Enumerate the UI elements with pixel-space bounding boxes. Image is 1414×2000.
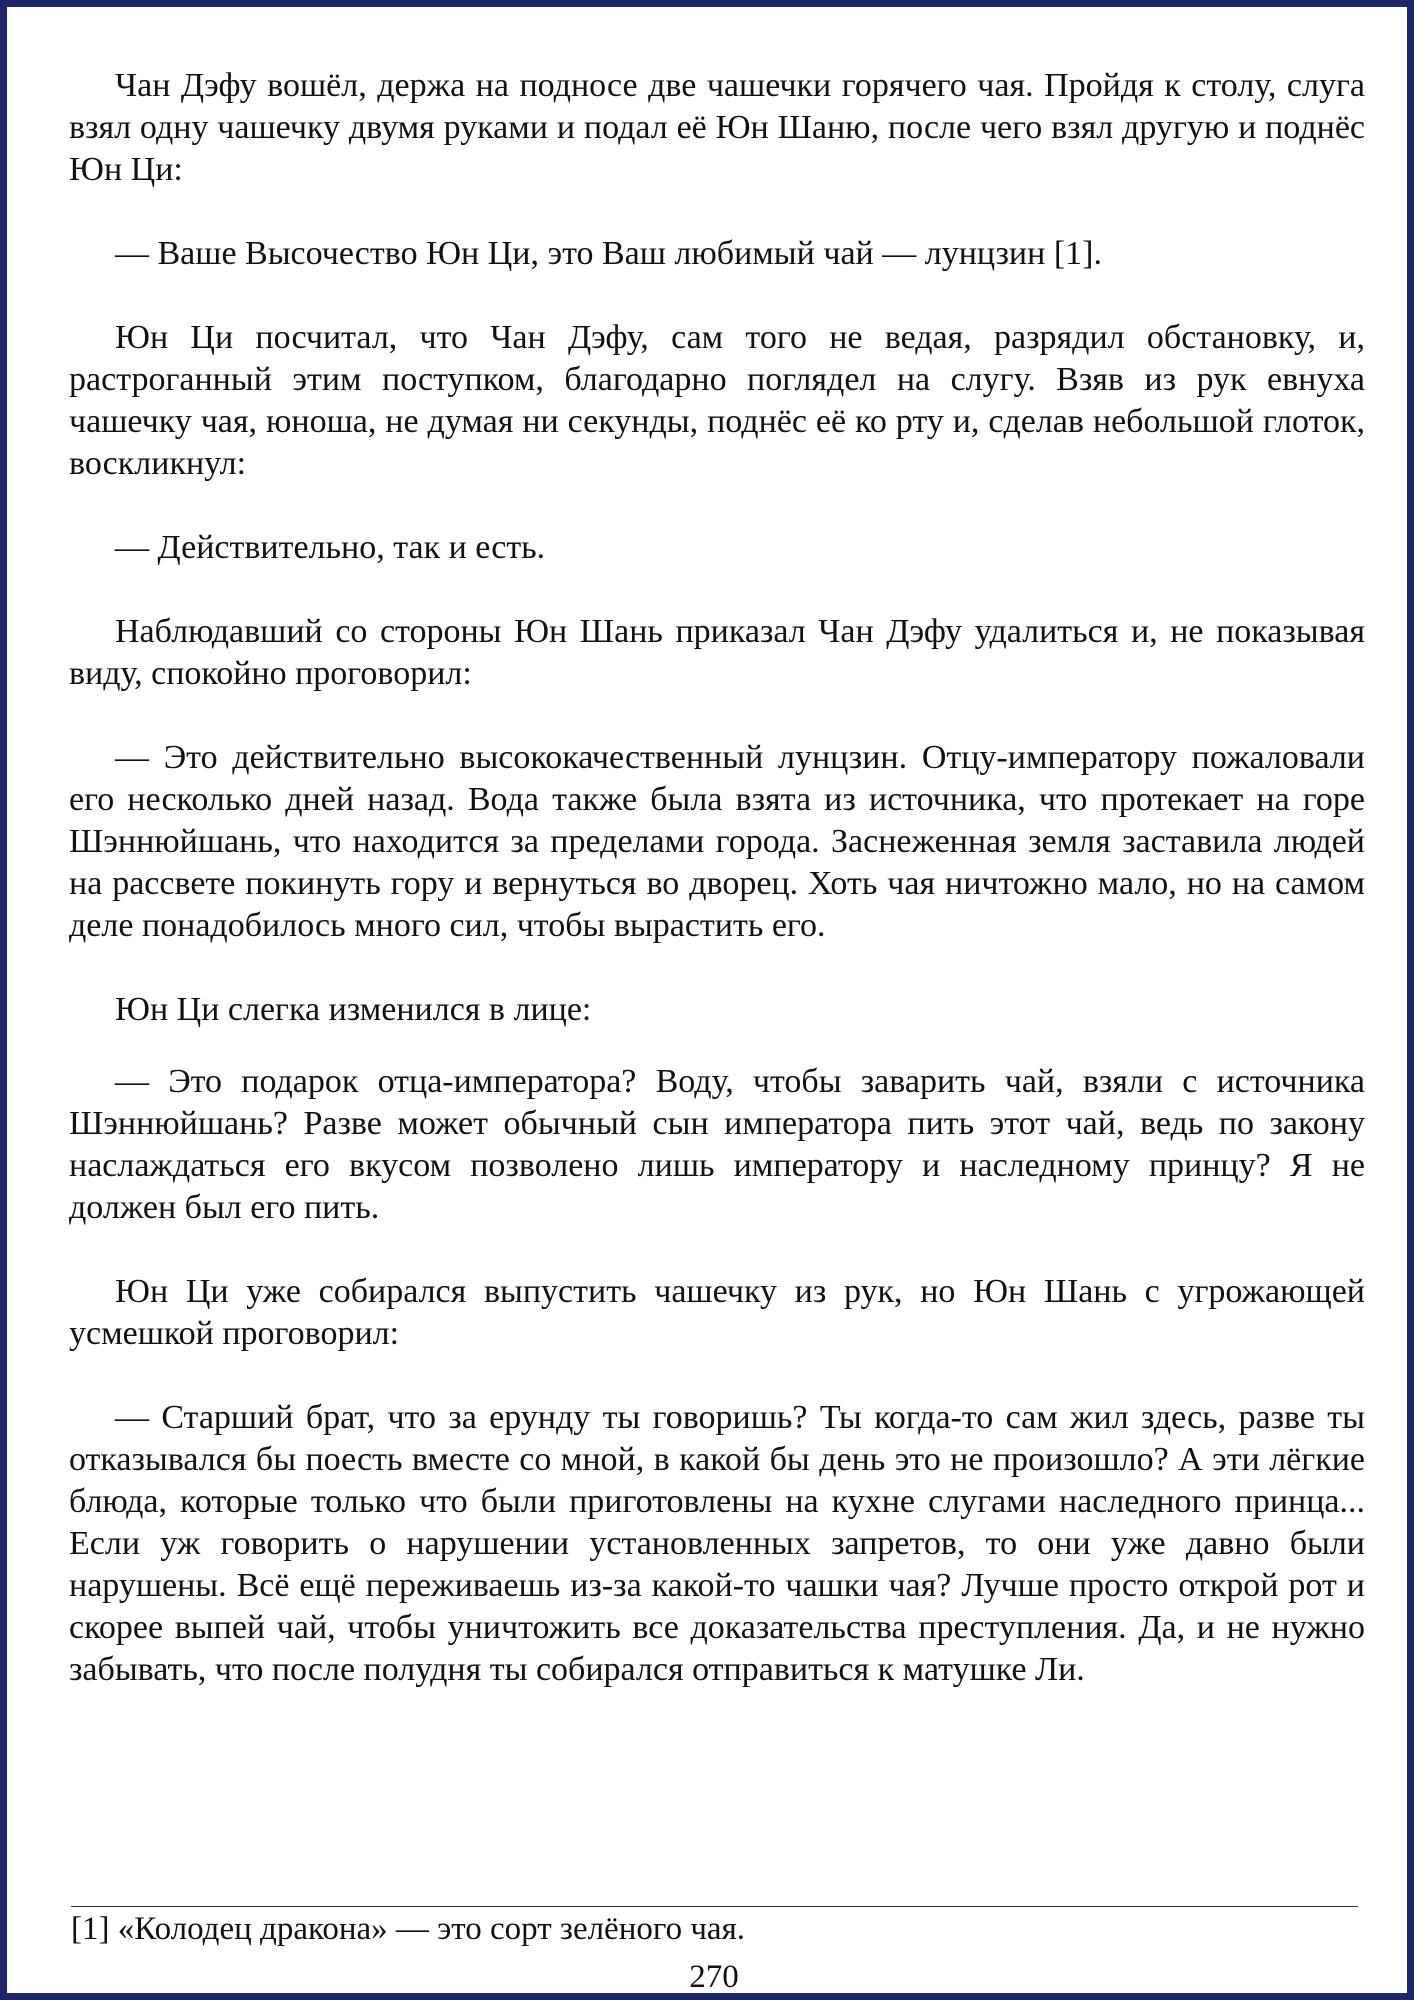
page-number: 270 <box>689 1959 739 1995</box>
paragraph-3: Юн Ци посчитал, что Чан Дэфу, сам того не ведая, разрядил обстановку, и, растроганный этим поступком, благодарно поглядел на слугу. Взяв из рук евнуха чашечку чая, юноша, не думая ни секунды, поднёс её ко рту и, сделав небольшой глоток, воскликнул: <box>69 319 1365 482</box>
paragraph-8: — Это подарок отца-императора? Воду, чтобы заварить чай, взяли с источника Шэннюйшань? Разве может обычный сын императора пить этот чай, ведь по закону наслаждаться его вкусом позволено лишь императору и наследному принцу? Я не должен был его пить. <box>69 1063 1365 1226</box>
page-body <box>69 65 1365 1733</box>
paragraph-1: Чан Дэфу вошёл, держа на подносе две чашечки горячего чая. Пройдя к столу, слуга взял одну чашечку двумя руками и подал её Юн Шаню, после чего взял другую и поднёс Юн Ци: <box>69 67 1365 188</box>
paragraph-9: Юн Ци уже собирался выпустить чашечку из рук, но Юн Шань с угрожающей усмешкой проговорил: <box>69 1273 1365 1352</box>
paragraph-7: Юн Ци слегка изменился в лице: <box>115 991 592 1028</box>
paragraph-5: Наблюдавший со стороны Юн Шань приказал Чан Дэфу удалиться и, не показывая виду, спокойно проговорил: <box>69 613 1365 692</box>
paragraph-6: — Это действительно высококачественный лунцзин. Отцу-императору пожаловали его несколько дней назад. Вода также была взята из источника, что протекает на горе Шэннюйшань, что находится за пределами города. Заснеженная земля заставила людей на рассвете покинуть гору и вернуться во дворец. Хоть чая ничтожно мало, но на самом деле понадобилось много сил, чтобы вырастить его. <box>69 739 1365 944</box>
footnote-text: [1] «Колодец дракона» — это сорт зелёного чая. <box>71 1911 746 1947</box>
paragraph-2: — Ваше Высочество Юн Ци, это Ваш любимый чай — лунцзин [1]. <box>115 235 1102 272</box>
paragraph-4: — Действительно, так и есть. <box>115 529 546 566</box>
paragraph-10: — Старший брат, что за ерунду ты говоришь? Ты когда-то сам жил здесь, разве ты отказывался бы поесть вместе со мной, в какой бы день это не произошло? А эти лёгкие блюда, которые только что были приготовлены на кухне слугами наследного принца... Если уж говорить о нарушении установленных запретов, то они уже давно были нарушены. Всё ещё переживаешь из-за какой-то чашки чая? Лучше просто открой рот и скорее выпей чай, чтобы уничтожить все доказательства преступления. Да, и не нужно забывать, что после полудня ты собирался отправиться к матушке Ли. <box>69 1399 1365 1688</box>
